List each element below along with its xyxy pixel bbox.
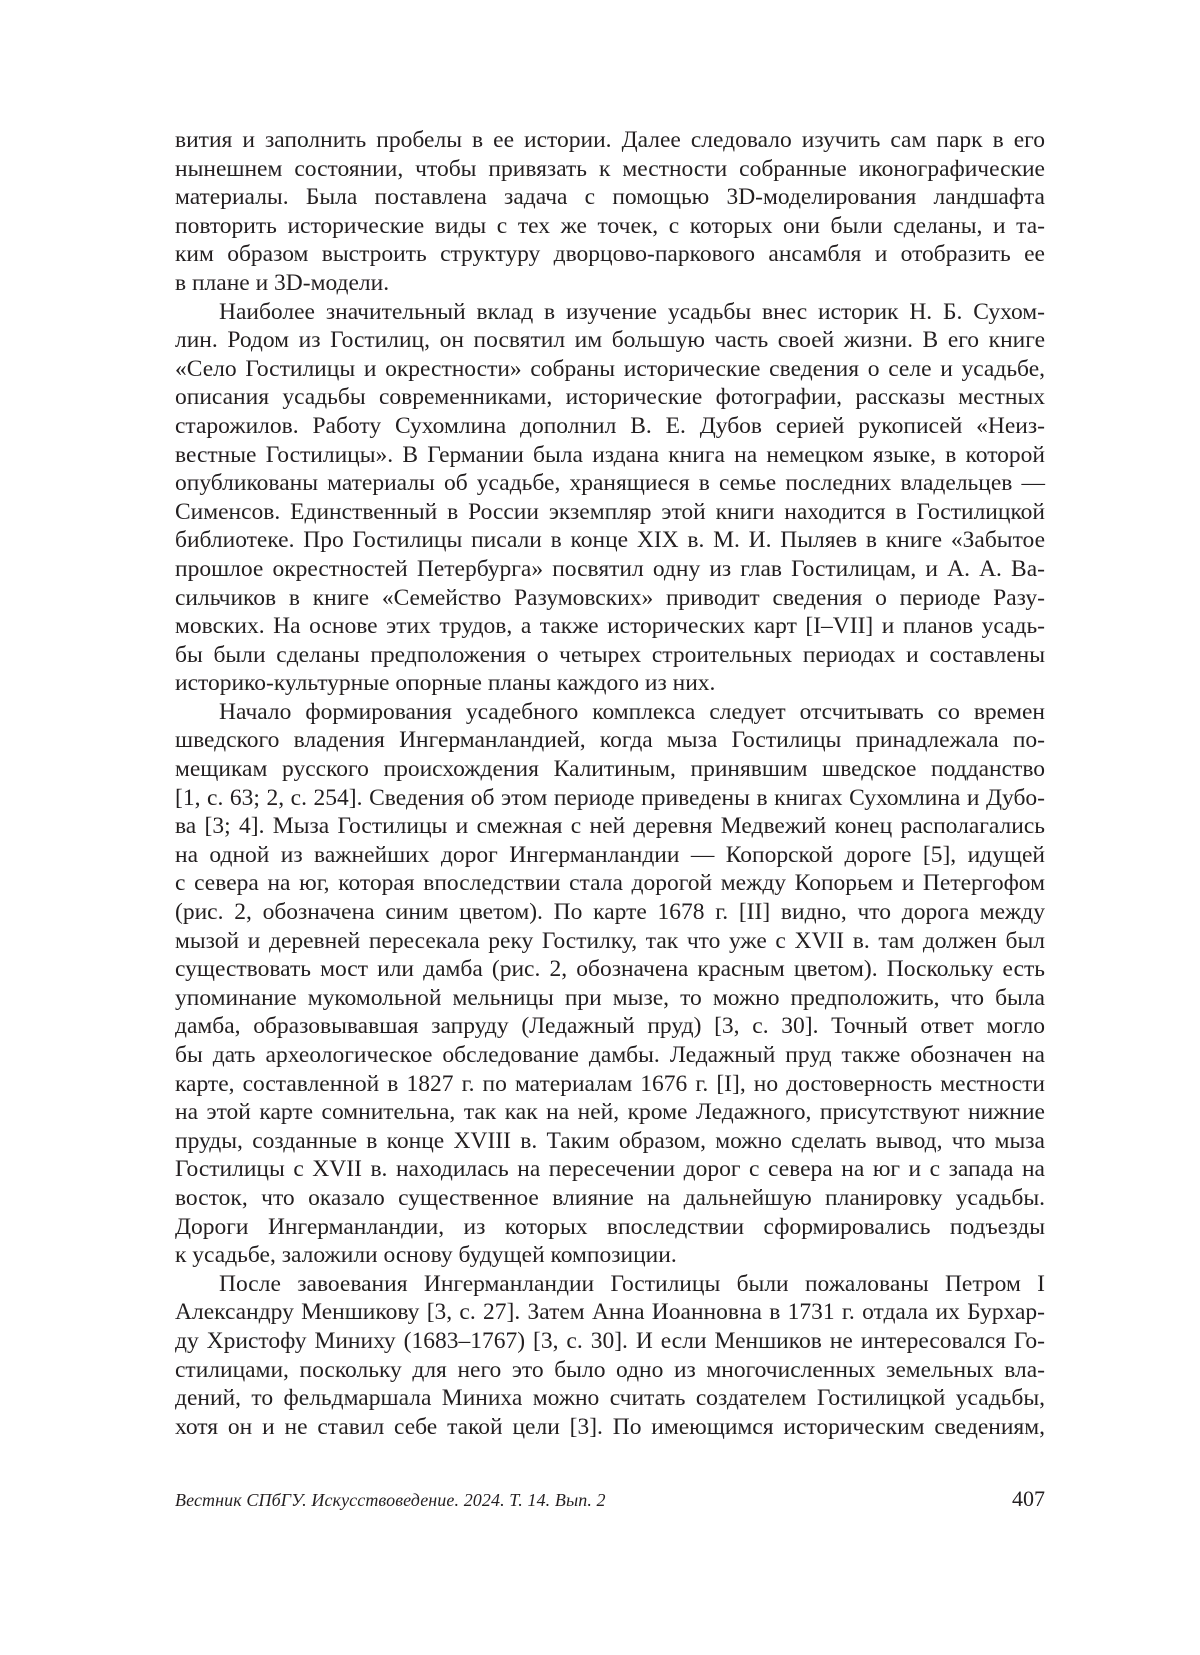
paragraph-4 xyxy=(175,1270,1045,1442)
paragraph-1 xyxy=(175,126,1045,298)
page-number: 407 xyxy=(1012,1486,1045,1511)
text-line: бы были сделаны предположения о четырех строительных периодах и составлены xyxy=(175,641,1045,668)
text-line: вития и заполнить пробелы в ее истории. Далее следовало изучить сам парк в его xyxy=(175,127,1045,153)
page-footer xyxy=(175,1486,1045,1516)
text-line: «Село Гостилицы и окрестности» собраны исторические сведения о селе и усадьбе, xyxy=(175,355,1045,382)
article-body xyxy=(175,126,1045,1441)
text-line: нынешнем состоянии, чтобы привязать к местности собранные иконографические xyxy=(175,155,1045,182)
text-line: сильчиков в книге «Семейство Разумовских» приводит сведения о периоде Разу- xyxy=(175,584,1045,611)
journal-title: Вестник СПбГУ. Искусствоведение. 2024. Т. 14. Вып. 2 xyxy=(175,1490,606,1510)
text-line: Александру Меншикову [3, с. 27]. Затем Анна Иоанновна в 1731 г. отдала их Бурхар- xyxy=(175,1299,1045,1326)
text-line: ва [3; 4]. Мыза Гостилицы и смежная с ней деревня Медвежий конец располагались xyxy=(175,813,1045,840)
text-line: дений, то фельдмаршала Миниха можно считать создателем Гостилицкой усадьбы, xyxy=(175,1385,1045,1412)
text-line: прошлое окрестностей Петербурга» посвятил одну из глав Гостилицам, и А. А. Ва- xyxy=(175,555,1045,582)
text-line: вестные Гостилицы». В Германии была издана книга на немецком языке, в которой xyxy=(175,441,1045,468)
text-line: на этой карте сомнительна, так как на ней, кроме Ледажного, присутствуют нижние xyxy=(175,1099,1045,1126)
text-line: Дороги Ингерманландии, из которых впоследствии сформировались подъезды xyxy=(175,1213,1045,1240)
text-line: (рис. 2, обозначена синим цветом). По карте 1678 г. [II] видно, что дорога между xyxy=(175,899,1045,926)
text-line: Сименсов. Единственный в России экземпляр этой книги находится в Гостилицкой xyxy=(175,498,1045,525)
text-line: Начало формирования усадебного комплекса следует отсчитывать со времен xyxy=(219,698,1045,725)
text-line: материалы. Была поставлена задача с помощью 3D-моделирования ландшафта xyxy=(175,184,1045,211)
text-line: библиотеке. Про Гостилицы писали в конце XIX в. М. И. Пыляев в книге «Забытое xyxy=(175,527,1045,554)
text-line: упоминание мукомольной мельницы при мызе, то можно предположить, что была xyxy=(175,984,1045,1011)
text-line: мызой и деревней пересекала реку Гостилку, так что уже с XVII в. там должен был xyxy=(175,927,1045,954)
text-line: ким образом выстроить структуру дворцово-паркового ансамбля и отобразить ее xyxy=(175,241,1045,268)
text-line: Гостилицы с XVII в. находилась на пересечении дорог с севера на юг и с запада на xyxy=(175,1156,1045,1183)
text-line: стилицами, поскольку для него это было одно из многочисленных земельных вла- xyxy=(175,1356,1045,1383)
text-line: опубликованы материалы об усадьбе, хранящиеся в семье последних владельцев — xyxy=(175,470,1045,497)
text-line: мещикам русского происхождения Калитиным, принявшим шведское подданство xyxy=(175,756,1045,783)
text-line: шведского владения Ингерманландией, когда мыза Гостилицы принадлежала по- xyxy=(175,727,1045,754)
text-line: дамба, образовывавшая запруду (Ледажный пруд) [3, с. 30]. Точный ответ могло xyxy=(175,1013,1045,1040)
text-line: с севера на юг, которая впоследствии стала дорогой между Копорьем и Петергофом xyxy=(175,870,1045,897)
text-line: карте, составленной в 1827 г. по материалам 1676 г. [I], но достоверность местности xyxy=(175,1070,1045,1097)
text-line: хотя он и не ставил себе такой цели [3]. По имеющимся историческим сведениям, xyxy=(175,1413,1045,1440)
text-line: мовских. На основе этих трудов, а также исторических карт [I–VII] и планов усадь- xyxy=(175,613,1045,640)
text-line: старожилов. Работу Сухомлина дополнил В. Е. Дубов серией рукописей «Неиз- xyxy=(175,412,1045,439)
paragraph-3 xyxy=(175,698,1045,1270)
text-line: Наиболее значительный вклад в изучение усадьбы внес историк Н. Б. Сухом- xyxy=(219,298,1045,325)
text-line: После завоевания Ингерманландии Гостилицы были пожалованы Петром I xyxy=(219,1270,1045,1297)
text-line: описания усадьбы современниками, исторические фотографии, рассказы местных xyxy=(175,384,1045,411)
text-line: восток, что оказало существенное влияние на дальнейшую планировку усадьбы. xyxy=(175,1184,1045,1211)
text-line: пруды, созданные в конце XVIII в. Таким образом, можно сделать вывод, что мыза xyxy=(175,1127,1045,1154)
text-line: [1, с. 63; 2, с. 254]. Сведения об этом периоде приведены в книгах Сухомлина и Дубо- xyxy=(175,784,1045,811)
text-line: к усадьбе, заложили основу будущей композиции. xyxy=(175,1242,677,1269)
text-line: существовать мост или дамба (рис. 2, обозначена красным цветом). Поскольку есть xyxy=(175,956,1045,983)
text-line: бы дать археологическое обследование дамбы. Ледажный пруд также обозначен на xyxy=(175,1042,1045,1068)
text-line: на одной из важнейших дорог Ингерманландии — Копорской дороге [5], идущей xyxy=(175,841,1045,868)
text-line: повторить исторические виды с тех же точек, с которых они были сделаны, и та- xyxy=(175,212,1045,239)
paragraph-2 xyxy=(175,298,1045,698)
text-line: в плане и 3D-модели. xyxy=(175,269,390,296)
text-line: историко-культурные опорные планы каждого из них. xyxy=(175,670,716,697)
text-line: лин. Родом из Гостилиц, он посвятил им большую часть своей жизни. В его книге xyxy=(175,327,1045,354)
text-line: ду Христофу Миниху (1683–1767) [3, с. 30]. И если Меншиков не интересовался Го- xyxy=(175,1327,1045,1354)
